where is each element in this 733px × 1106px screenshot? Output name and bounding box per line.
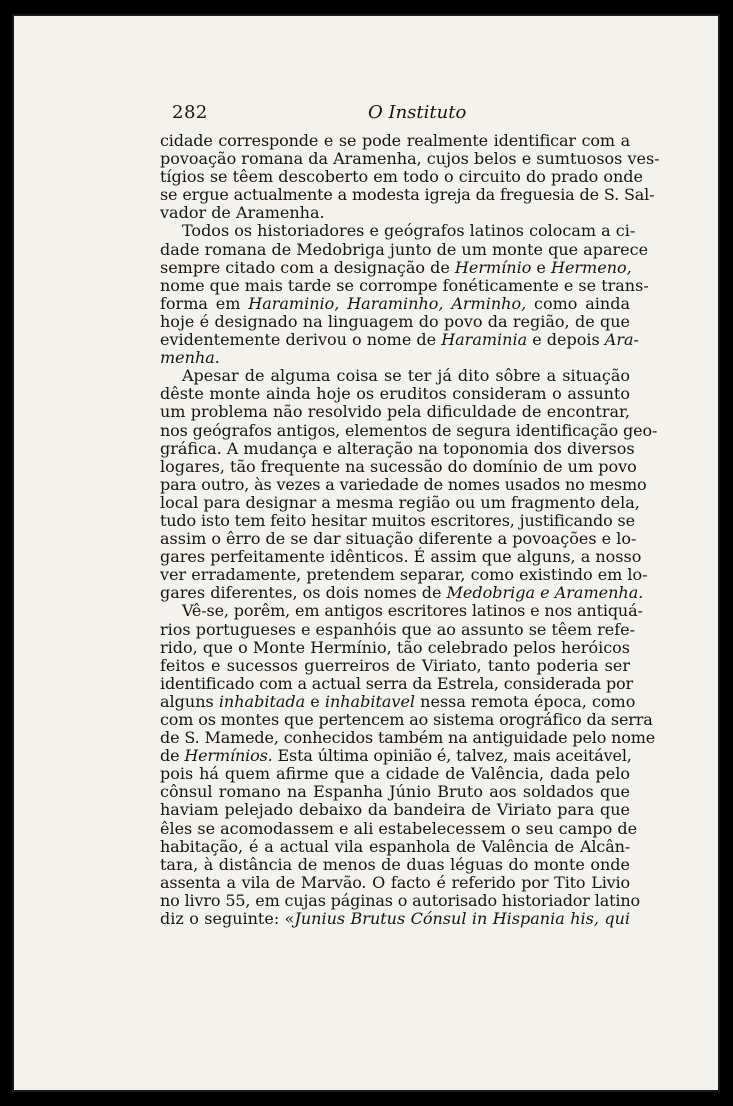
italic-text-segment: Haraminio, Haraminho, Arminho,	[248, 293, 527, 313]
text-segment: nessa remota época, como	[415, 691, 636, 711]
text-segment: tudo isto tem feito hesitar muitos escritores, justificando se	[160, 510, 635, 530]
text-segment: Vê-se, porêm, em antigos escritores latinos e nos antiquá-	[182, 601, 643, 621]
text-line	[160, 765, 630, 783]
text-line	[160, 565, 648, 585]
text-line	[160, 456, 637, 476]
text-line	[160, 639, 630, 657]
italic-text-segment: Medobriga e Aramenha.	[446, 583, 644, 603]
text-segment: de S. Mamede, conhecidos também na antiguidade pelo nome	[160, 728, 656, 748]
italic-text-segment: Ara-	[604, 330, 639, 350]
text-line	[160, 673, 634, 693]
text-segment: vador de Aramenha.	[160, 203, 325, 223]
running-title: O Instituto	[368, 102, 467, 123]
text-line	[160, 221, 636, 241]
text-line	[160, 438, 635, 458]
text-line	[160, 583, 644, 603]
text-line	[160, 747, 630, 765]
text-line	[160, 619, 635, 639]
text-line	[160, 910, 630, 928]
text-segment: Todos os historiadores e geógrafos latinos colocam a ci-	[182, 221, 636, 241]
text-segment: dade romana de Medobriga junto de um monte que aparece	[160, 239, 649, 259]
text-segment: Apesar de alguma coisa se ter já dito sôbre a situação	[182, 366, 630, 386]
text-segment: e	[531, 257, 551, 277]
italic-text-segment: Junius Brutus Cónsul in Hispania his, qui	[294, 909, 631, 929]
text-line	[160, 295, 630, 313]
italic-text-segment: Hermínios.	[184, 746, 273, 766]
text-segment: habitação, é a actual vila espanhola de Valência de Alcân-	[160, 836, 630, 856]
text-segment: povoação romana da Aramenha, cujos belos e sumtuosos ves-	[160, 149, 660, 169]
italic-text-segment: menha.	[160, 348, 220, 368]
body-text	[160, 131, 660, 929]
text-segment: dêste monte ainda hoje os eruditos consideram o assunto	[160, 384, 630, 404]
text-segment: gráfica. A mudança e alteração na toponomia dos diversos	[160, 438, 635, 458]
text-line	[160, 313, 630, 331]
text-segment: um problema não resolvido pela dificuldade de encontrar,	[160, 402, 630, 422]
text-segment: assenta a vila de Marvão. O facto é referido por Tito Livio	[160, 872, 630, 892]
text-line	[160, 239, 649, 259]
text-line	[160, 259, 630, 277]
text-segment: ver erradamente, pretendem separar, como existindo em lo-	[160, 565, 648, 585]
text-segment: tara, à distância de menos de duas léguas do monte onde	[160, 854, 630, 874]
text-segment: assim o êrro de se dar situação diferente a povoações e lo-	[160, 529, 637, 549]
text-line	[160, 547, 642, 567]
text-line	[160, 385, 630, 403]
text-segment: feitos e sucessos guerreiros de Viriato, tanto poderia ser	[160, 655, 630, 675]
text-segment: no livro 55, em cujas páginas o autorisado historiador latino	[160, 890, 640, 910]
text-line	[160, 728, 656, 748]
text-line	[160, 874, 630, 892]
text-segment: nos geógrafos antigos, elementos de segura identificação geo-	[160, 420, 658, 440]
text-line	[160, 801, 630, 819]
text-line	[160, 890, 640, 910]
text-segment: local para designar a mesma região ou um fragmento dela,	[160, 492, 640, 512]
text-line	[160, 783, 630, 801]
text-segment: e depois	[527, 330, 605, 350]
text-segment: como ainda	[526, 293, 630, 313]
text-segment: êles se acomodassem e ali estabelecessem o seu campo de	[160, 818, 638, 838]
text-segment: gares perfeitamente idênticos. É assim que alguns, a nosso	[160, 547, 642, 567]
text-line	[160, 185, 655, 205]
italic-text-segment: Haraminia	[441, 330, 528, 350]
italic-text-segment: inhabitada	[218, 691, 306, 711]
text-segment: rios portugueses e espanhóis que ao assunto se têem refe-	[160, 619, 635, 639]
page-header	[172, 102, 642, 126]
text-line	[160, 474, 647, 494]
text-segment: nome que mais tarde se corrompe fonéticamente e se trans-	[160, 275, 649, 295]
italic-text-segment: inhabitavel	[324, 691, 416, 711]
text-line	[160, 330, 639, 350]
text-segment: se ergue actualmente a modesta igreja da freguesia de S. Sal-	[160, 185, 655, 205]
text-line	[160, 838, 630, 856]
text-line	[160, 403, 630, 421]
text-line	[160, 420, 658, 440]
text-line	[160, 132, 630, 150]
text-segment: cidade corresponde e se pode realmente identificar com a	[160, 131, 630, 150]
text-line	[160, 167, 643, 187]
text-segment: para outro, às vezes a variedade de nomes usados no mesmo	[160, 474, 647, 494]
text-line	[160, 710, 653, 729]
text-segment: hoje é designado na linguagem do povo da região, de que	[160, 311, 630, 331]
text-segment: de	[160, 746, 185, 766]
text-line	[160, 691, 636, 711]
text-line	[160, 601, 643, 621]
text-segment: haviam pelejado debaixo da bandeira de Viriato para que	[160, 800, 630, 820]
text-segment: sempre citado com a designação de	[160, 257, 455, 277]
text-segment: com os montes que pertencem ao sistema orográfico da serra	[160, 710, 653, 729]
text-segment: pois há quem afirme que a cidade de Valência, dada pelo	[160, 764, 630, 784]
text-segment: cônsul romano na Espanha Júnio Bruto aos soldados que	[160, 782, 630, 802]
text-line	[160, 818, 638, 838]
page-number: 282	[172, 102, 208, 123]
text-segment: forma em	[160, 293, 249, 313]
text-line	[160, 492, 640, 512]
text-segment: Esta última opinião é, talvez, mais aceitável,	[272, 746, 632, 766]
text-segment: rido, que o Monte Hermínio, tão celebrado pelos heróicos	[160, 637, 630, 657]
text-segment: evidentemente derivou o nome de	[160, 330, 442, 350]
text-line	[160, 367, 630, 385]
text-segment: gares diferentes, os dois nomes de	[160, 583, 447, 603]
text-segment: e	[305, 691, 325, 711]
text-line	[160, 856, 630, 874]
text-line	[160, 149, 660, 169]
text-segment: logares, tão frequente na sucessão do domínio de um povo	[160, 456, 637, 476]
text-line	[160, 349, 630, 367]
text-line	[160, 529, 637, 549]
text-line	[160, 510, 635, 530]
italic-text-segment: Hermeno,	[550, 257, 632, 277]
text-segment: alguns	[160, 691, 219, 711]
text-line	[160, 204, 630, 222]
text-line	[160, 657, 630, 675]
text-line	[160, 275, 649, 295]
text-segment: identificado com a actual serra da Estrela, considerada por	[160, 673, 634, 693]
italic-text-segment: Hermínio	[454, 257, 532, 277]
text-segment: tígios se têem descoberto em todo o circuito do prado onde	[160, 167, 643, 187]
text-segment: diz o seguinte: «	[160, 909, 295, 929]
